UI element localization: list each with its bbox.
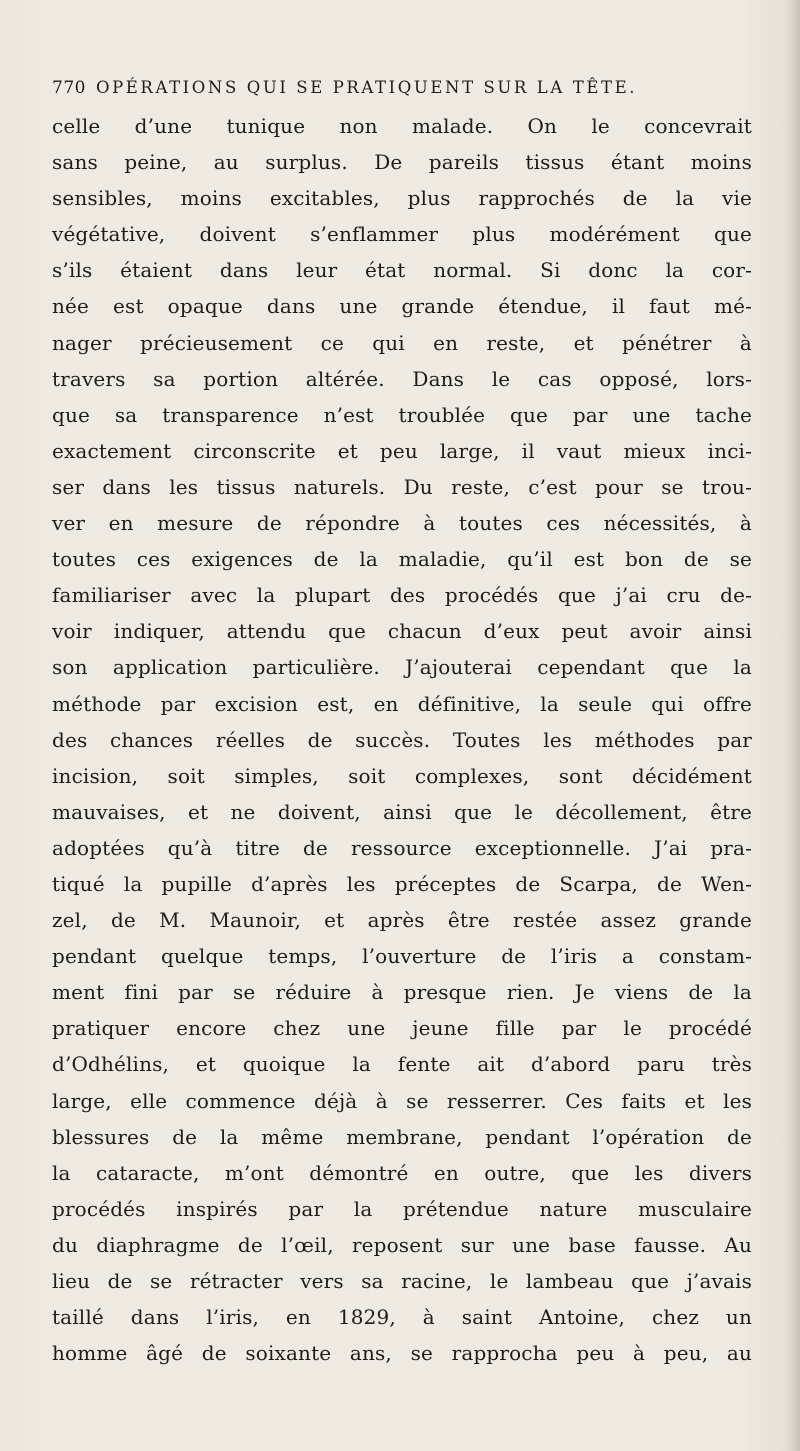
text-line: incision, soit simples, soit complexes, sont décidément — [52, 763, 752, 788]
text-line: ver en mesure de répondre à toutes ces nécessités, à — [52, 511, 752, 536]
text-line: ment fini par se réduire à presque rien. Je viens de la — [52, 980, 752, 1005]
text-line: s’ils étaient dans leur état normal. Si donc la cor- — [52, 258, 752, 283]
text-line: des chances réelles de succès. Toutes les méthodes par — [52, 727, 752, 752]
text-line: végétative, doivent s’enflammer plus modérément que — [52, 222, 752, 247]
text-line: large, elle commence déjà à se resserrer. Ces faits et les — [52, 1088, 752, 1113]
text-line: travers sa portion altérée. Dans le cas opposé, lors- — [52, 366, 752, 391]
text-line: ser dans les tissus naturels. Du reste, c’est pour se trou- — [52, 474, 752, 499]
text-line: pratiquer encore chez une jeune fille par le procédé — [52, 1016, 752, 1041]
text-line: homme âgé de soixante ans, se rapprocha peu à peu, au — [52, 1341, 752, 1366]
text-line: familiariser avec la plupart des procédés que j’ai cru de- — [52, 583, 752, 608]
text-line: celle d’une tunique non malade. On le concevrait — [52, 114, 752, 138]
text-line: née est opaque dans une grande étendue, il faut mé- — [52, 294, 752, 319]
running-header — [52, 78, 712, 112]
page-edge-shadow — [786, 0, 800, 1451]
text-line: du diaphragme de l’œil, reposent sur une base fausse. Au — [52, 1232, 752, 1257]
text-line: d’Odhélins, et quoique la fente ait d’abord paru très — [52, 1052, 752, 1077]
text-line: blessures de la même membrane, pendant l’opération de — [52, 1124, 752, 1149]
running-title: OPÉRATIONS QUI SE PRATIQUENT SUR LA TÊTE. — [95, 78, 638, 97]
text-line: nager précieusement ce qui en reste, et pénétrer à — [52, 330, 752, 355]
page-number: 770 — [52, 78, 86, 98]
text-line: sensibles, moins excitables, plus rapprochés de la vie — [52, 186, 752, 211]
text-line: voir indiquer, attendu que chacun d’eux peut avoir ainsi — [52, 619, 752, 644]
text-line: procédés inspirés par la prétendue nature musculaire — [52, 1196, 752, 1221]
text-line: sans peine, au surplus. De pareils tissus étant moins — [52, 150, 752, 175]
body-text — [52, 108, 752, 1371]
text-line: la cataracte, m’ont démontré en outre, que les divers — [52, 1160, 752, 1185]
text-line: exactement circonscrite et peu large, il vaut mieux inci- — [52, 438, 752, 463]
text-line: lieu de se rétracter vers sa racine, le lambeau que j’avais — [52, 1269, 752, 1293]
text-line: méthode par excision est, en définitive, la seule qui offre — [52, 691, 752, 716]
text-line: zel, de M. Maunoir, et après être restée assez grande — [52, 908, 752, 933]
text-line: pendant quelque temps, l’ouverture de l’iris a constam- — [52, 944, 752, 969]
text-line: tiqué la pupille d’après les préceptes de Scarpa, de Wen- — [52, 871, 752, 896]
text-line: son application particulière. J’ajouterai cependant que la — [52, 655, 752, 680]
text-line: toutes ces exigences de la maladie, qu’il est bon de se — [52, 547, 752, 572]
text-line: que sa transparence n’est troublée que par une tache — [52, 402, 752, 427]
text-line: adoptées qu’à titre de ressource exceptionnelle. J’ai pra- — [52, 835, 752, 860]
text-line: mauvaises, et ne doivent, ainsi que le décollement, être — [52, 799, 752, 824]
text-line: taillé dans l’iris, en 1829, à saint Antoine, chez un — [52, 1305, 752, 1330]
